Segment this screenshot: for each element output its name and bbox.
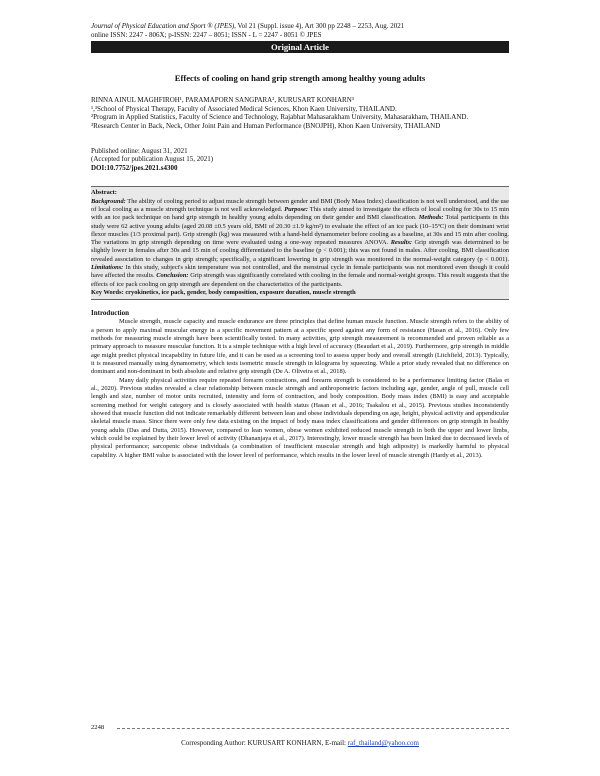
affiliation-3: ³Research Center in Back, Neck, Other Joint Pain and Human Performance (BNOJPH), Khon Kaen University, THAILAND bbox=[91, 121, 441, 130]
introduction-heading: Introduction bbox=[91, 309, 129, 318]
page-number: 2248 bbox=[91, 724, 105, 731]
page-footer bbox=[91, 724, 509, 747]
corresponding-label: Corresponding Author: KURUSART KONHARN, E-mail: bbox=[181, 739, 348, 747]
author-list: RINNA AINUL MAGHFIROH¹, PARAMAPORN SANGPARA², KURUSART KONHARN³ bbox=[91, 96, 354, 105]
limitations-label: Limitations: bbox=[91, 264, 124, 272]
introduction-paragraph-2: Many daily physical activities require repeated forearm contractions, and forearm strength is considered to be a performance limiting factor (Balas et al., 2020). Previous studies revealed a clear relationship between muscle strength and anthropometric factors including age, gender, angle of pull, muscle cell length and size, number of motor units recruited, intensity and form of contraction, and body composition. Body mass index (BMI) is easy and acceptable screening method for weight category and is closely associated with health status (Hasan et al., 2016; Tsakalou et al., 2015). Previous studies inconsistently showed that muscle function did not indicate remarkably different between lean and obese individuals depending on age, height, physical activity and appendicular skeletal muscle mass. Since there were only few data existing on the impact of body mass index classifications and gender differences on grip strength in healthy young adults (Das and Dutta, 2015). However, compared to lean women, obese women exhibited reduced muscle strength in both the upper and lower limbs, which could be explained by their lower level of activity (Dhananjaya et al., 2017). Interestingly, lower muscle strength has been linked due to decreased levels of physical performance; sarcopenic obese individuals (a combination of insufficient muscular strength and high adiposity) is markedly harmful to physical capability. A higher BMI value is associated with the lower level of performance, which results in the lower level of muscle strength (Hardy et al., 2013). bbox=[91, 376, 509, 459]
abstract-heading: Abstract: bbox=[91, 189, 117, 197]
journal-name: Journal of Physical Education and Sport ® (JPES), bbox=[91, 22, 236, 30]
affiliation-1: ¹,³School of Physical Therapy, Faculty of Associated Medical Sciences, Khon Kaen University, THAILAND. bbox=[91, 104, 397, 113]
background-text: The ability of cooling period to adjust muscle strength between gender and BMI (Body Mass Index) classification is not well understood, and the use of local cooling as a muscle strength technique is not well acknowledged. bbox=[91, 197, 509, 213]
article-type-banner: Original Article bbox=[91, 41, 509, 53]
conclusion-label: Conclusion: bbox=[156, 272, 189, 280]
keywords: Key Words: cryokinetics, ice pack, gender, body composition, exposure duration, muscle strength bbox=[91, 288, 356, 296]
conclusion-text: Grip strength was significantly correlated with cooling in the female and normal-weight groups. This result suggests that the effects of ice pack cooling on grip strength are dependent on the characteristics of the participants. bbox=[91, 272, 509, 288]
doi[interactable]: DOI:10.7752/jpes.2021.s4300 bbox=[91, 163, 178, 172]
results-label: Results: bbox=[390, 239, 413, 247]
author-email-link[interactable]: raf_thailand@yahoo.com bbox=[347, 739, 419, 747]
published-date: Published online: August 31, 2021 bbox=[91, 146, 188, 155]
purpose-label: Purpose: bbox=[284, 205, 309, 213]
methods-label: Methods: bbox=[418, 214, 444, 222]
corresponding-author bbox=[91, 739, 509, 747]
abstract-body bbox=[91, 198, 509, 289]
limitations-text: In this study, subject's skin temperature was not controlled, and the menstrual cycle in female participants was not monitored even though it could have affected the results. bbox=[91, 264, 509, 280]
article-page bbox=[91, 22, 509, 460]
background-label: Background: bbox=[91, 197, 126, 205]
methods-text: Total participants in this study were 62 active young adults (aged 20.08 ±0.5 years old, BMI of 20.30 ±1.9 kg/m²) to evaluate the effect of an ice pack (10–15ºC) on their dominant wrist flexor muscles (1/3 proximal part). Grip strength (kg) was measured with a hand-held dynamometer before cooling as a baseline, at 30s and 15 min after cooling. The variations in grip strength depending on time were evaluated using a one-way repeated measures ANOVA. bbox=[91, 214, 509, 247]
article-title: Effects of cooling on hand grip strength among healthy young adults bbox=[174, 73, 426, 84]
journal-header bbox=[91, 22, 509, 39]
journal-volume: Vol 21 (Suppl. issue 4), Art 300 pp 2248 – 2253, Aug. 2021 bbox=[235, 22, 405, 30]
results-text: Grip strength was determined to be slightly lower in females after 30s and 15 min of cooling differentiated to the baseline (p < 0.001); this was not found in males. After cooling, BMI classification revealed association to changes in grip strength; specifically, a significant lowering in grip strength was monitored in the normal-weight category (p < 0.001). bbox=[91, 239, 510, 263]
issn-line: online ISSN: 2247 - 806X; p-ISSN: 2247 – 8051; ISSN - L = 2247 - 8051 © JPES bbox=[91, 30, 322, 39]
publication-dates bbox=[91, 147, 509, 173]
footer-rule bbox=[117, 728, 509, 729]
affiliations bbox=[91, 105, 509, 131]
introduction-paragraph-1: Muscle strength, muscle capacity and muscle endurance are three principles that define human muscle function. Muscle strength refers to the ability of a person to apply maximal muscular energy in a specific movement pattern at a specific speed against any form of resistance (Hasan et al., 2016). Only few methods for measuring muscle strength have been scientifically tested. In many activities, grip strength measurement is recommended and proven reliable as a primary approach to measure muscular function. It is a simple technique with a high level of accuracy (Beaudart et al., 2019). Furthermore, grip strength in middle age might predict physical incapability in future life, and it can be used as a screening tool to assess upper body and overall strength (Litchfield, 2013). Typically, it is measured manually using dynamometry, which tests isometric muscle strength in kilograms by squeezing. While a prior study revealed that no difference on dominant and non-dominant in both absolute and relative grip strength (De A. Oliveira et al., 2018). bbox=[91, 318, 509, 376]
abstract-box bbox=[91, 186, 509, 300]
purpose-text: This study aimed to investigate the effects of local cooling for 30s to 15 min with an ice pack technique on hand grip strength in healthy young adults depending on their gender and BMI classification. bbox=[91, 205, 510, 222]
affiliation-2: ²Program in Applied Statistics, Faculty of Science and Technology, Rajabhat Mahasarakham University, Mahasarakham, THAILAND. bbox=[91, 113, 469, 122]
accepted-date: (Accepted for publication August 15, 2021) bbox=[91, 155, 214, 164]
